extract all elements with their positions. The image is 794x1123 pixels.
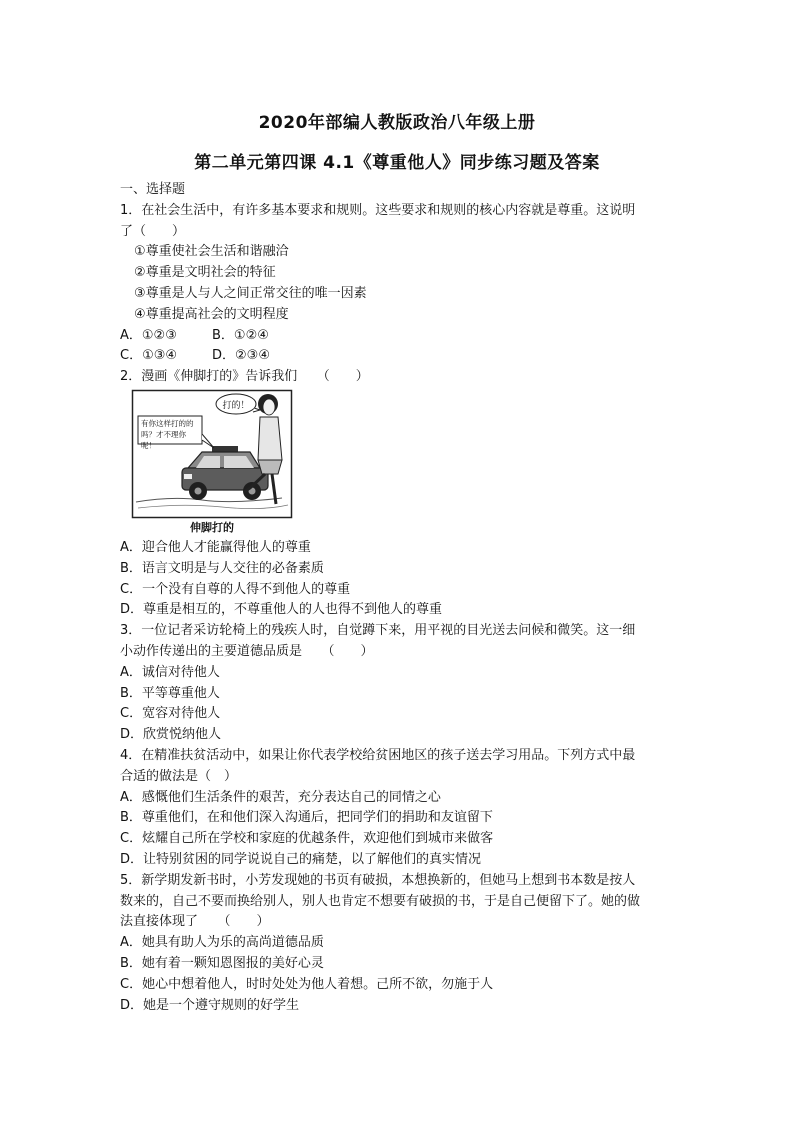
q3-option-b: B．平等尊重他人 bbox=[120, 685, 220, 701]
q1-option-a: A．①②③ bbox=[120, 327, 177, 343]
q1-option-b: B．①②④ bbox=[212, 327, 269, 343]
bubble-right-text: 打的！ bbox=[222, 400, 250, 411]
question-4 bbox=[120, 746, 680, 871]
q5-stem-line1: 5．新学期发新书时，小芳发现她的书页有破损，本想换新的，但她马上想到书本数是按人 bbox=[120, 872, 636, 888]
q5-option-a: A．她具有助人为乐的高尚道德品质 bbox=[120, 935, 324, 951]
q3-option-d: D．欣赏悦纳他人 bbox=[120, 727, 222, 743]
cartoon-illustration bbox=[132, 390, 292, 536]
q3-stem-line1: 3．一位记者采访轮椅上的残疾人时，自觉蹲下来，用平视的目光送去问候和微笑。这一细 bbox=[120, 623, 636, 639]
q2-option-a: A．迎合他人才能赢得他人的尊重 bbox=[120, 539, 311, 555]
question-2 bbox=[120, 367, 680, 621]
q2-option-b: B．语言文明是与人交往的必备素质 bbox=[120, 560, 324, 576]
question-1 bbox=[120, 201, 680, 367]
q1-stem-line2: 了（ ） bbox=[120, 223, 186, 239]
q2-option-d: D．尊重是相互的，不尊重他人的人也得不到他人的尊重 bbox=[120, 602, 443, 618]
cartoon-image bbox=[132, 390, 292, 518]
q1-statement: ④尊重提高社会的文明程度 bbox=[134, 306, 289, 322]
q4-stem-line1: 4．在精准扶贫活动中，如果让你代表学校给贫困地区的孩子送去学习用品。下列方式中最 bbox=[120, 747, 636, 763]
q5-stem-line2: 数来的，自己不要而换给别人，别人也肯定不想要有破损的书，于是自己便留下了。她的做 bbox=[120, 893, 641, 909]
q1-statement: ②尊重是文明社会的特征 bbox=[134, 265, 276, 281]
question-5 bbox=[120, 871, 680, 1017]
q1-option-c: C．①③④ bbox=[120, 348, 178, 364]
q2-stem: 2．漫画《伸脚打的》告诉我们 （ ） bbox=[120, 369, 369, 385]
q1-stem-line1: 1．在社会生活中，有许多基本要求和规则。这些要求和规则的核心内容就是尊重。这说明 bbox=[120, 202, 636, 218]
q1-options-row2 bbox=[120, 346, 680, 367]
q1-options-row1 bbox=[120, 326, 680, 347]
q4-option-d: D．让特别贫困的同学说说自己的痛楚，以了解他们的真实情况 bbox=[120, 851, 482, 867]
q2-option-c: C．一个没有自尊的人得不到他人的尊重 bbox=[120, 581, 351, 597]
q3-option-a: A．诚信对待他人 bbox=[120, 664, 220, 680]
q5-option-b: B．她有着一颗知恩图报的美好心灵 bbox=[120, 955, 324, 971]
q5-option-c: C．她心中想着他人，时时处处为他人着想。己所不欲，勿施于人 bbox=[120, 976, 494, 992]
q4-option-c: C．炫耀自己所在学校和家庭的优越条件，欢迎他们到城市来做客 bbox=[120, 831, 494, 847]
q1-statement: ③尊重是人与人之间正常交往的唯一因素 bbox=[134, 285, 367, 301]
question-3 bbox=[120, 621, 680, 746]
question-body bbox=[120, 180, 680, 1016]
bubble-left-text: 有你这样打的的吗？才不理你呢！ bbox=[141, 418, 194, 450]
q1-statement: ①尊重使社会生活和谐融洽 bbox=[134, 244, 289, 260]
q3-option-c: C．宽容对待他人 bbox=[120, 706, 221, 722]
cartoon-caption: 伸脚打的 bbox=[190, 520, 234, 534]
section-label: 一、选择题 bbox=[120, 182, 186, 197]
q5-stem-line3: 法直接体现了 （ ） bbox=[120, 914, 270, 930]
document-title: 2020年部编人教版政治八年级上册 bbox=[258, 113, 536, 133]
q4-option-a: A．感慨他们生活条件的艰苦，充分表达自己的同情之心 bbox=[120, 789, 441, 805]
q4-stem-line2: 合适的做法是（ ） bbox=[120, 768, 238, 784]
document-subtitle: 第二单元第四课 4.1《尊重他人》同步练习题及答案 bbox=[194, 153, 600, 173]
q3-stem-line2: 小动作传递出的主要道德品质是 （ ） bbox=[120, 643, 374, 659]
q5-option-d: D．她是一个遵守规则的好学生 bbox=[120, 997, 300, 1013]
q4-option-b: B．尊重他们，在和他们深入沟通后，把同学们的捐助和友谊留下 bbox=[120, 810, 493, 826]
q1-option-d: D．②③④ bbox=[212, 348, 270, 364]
